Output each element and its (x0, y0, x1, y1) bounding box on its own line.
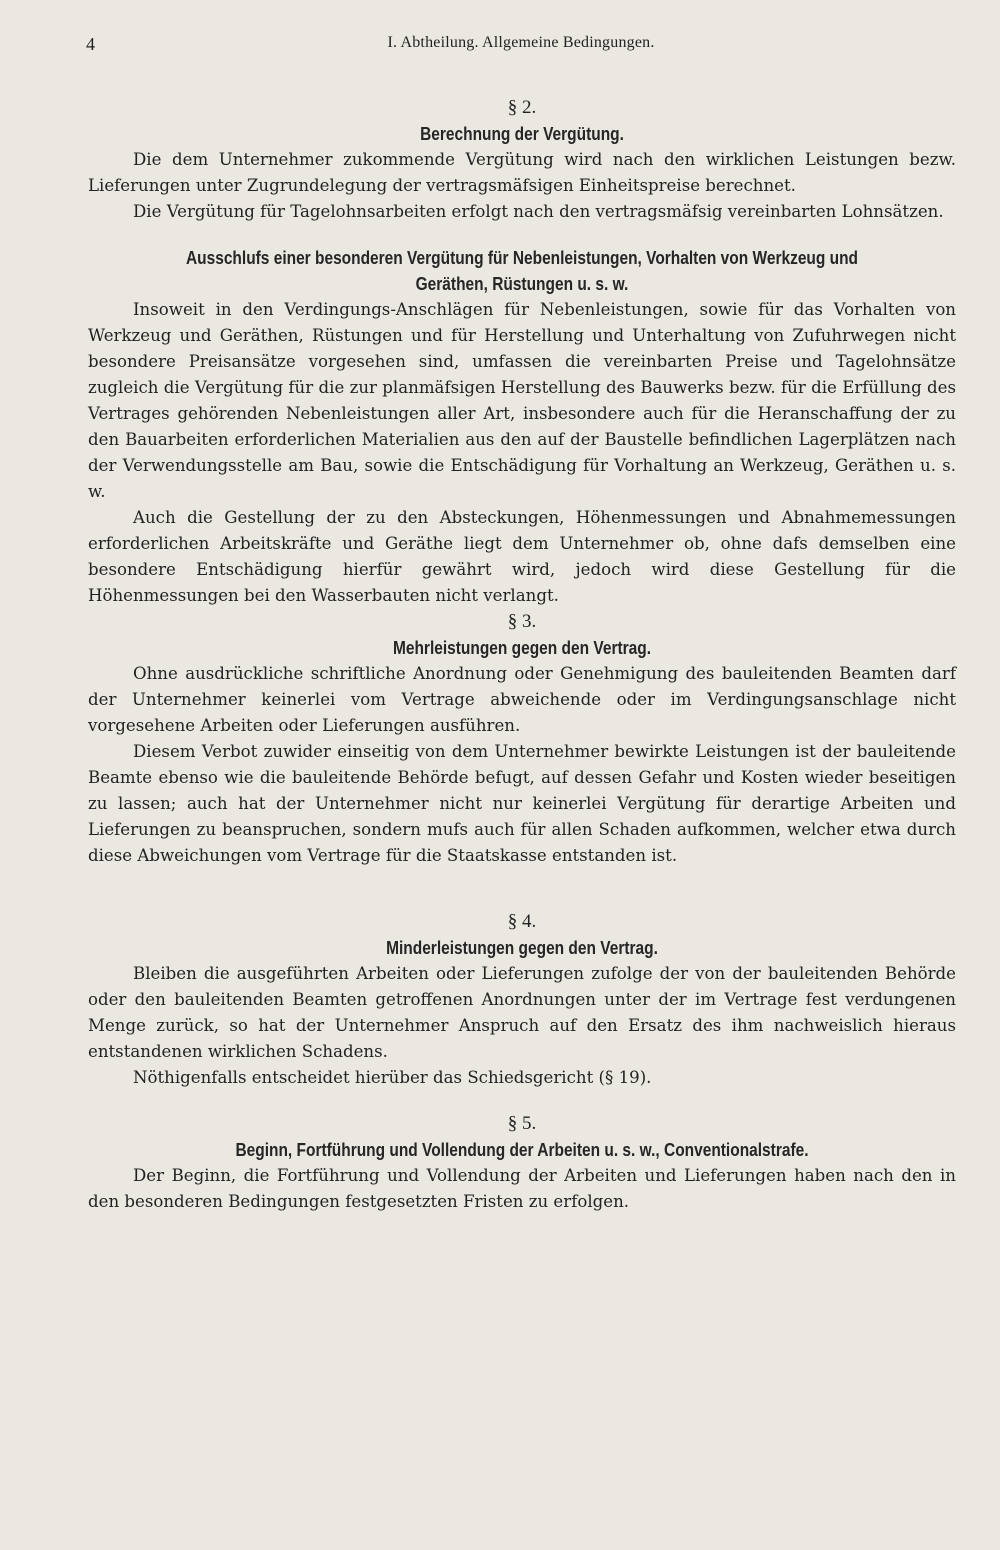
section-4-paragraph-1: Bleiben die ausgeführten Arbeiten oder Lieferungen zufolge der von der bauleitenden Behörde oder den bauleitenden Beamten getroffenen Anordnungen unter der im Vertrage fest verdungenen Menge zurück, so hat der Unternehmer Anspruch auf den Ersatz des ihm nachweislich hieraus entstandenen wirklichen Schadens. (88, 964, 956, 1061)
page-body (88, 95, 956, 1215)
section-2-mark: § 2. (507, 97, 537, 118)
section-3-title: Mehrleistungen gegen den Vertrag. (392, 638, 652, 658)
section-3-mark: § 3. (507, 611, 537, 632)
spacer (88, 869, 956, 909)
page-header (86, 34, 956, 60)
spacer (88, 1091, 956, 1111)
running-head: I. Abtheilung. Allgemeine Bedingungen. (387, 34, 655, 51)
subsection-exclusion-title: Ausschlufs einer besonderen Vergütung für Nebenleistungen, Vorhalten von Werkzeug und Geräthen, Rüstungen u. s. w. (185, 248, 859, 294)
section-2-paragraph-2: Die Vergütung für Tagelohnsarbeiten erfolgt nach den vertragsmäfsig vereinbarten Lohnsätzen. (133, 202, 944, 221)
section-5-title: Beginn, Fortführung und Vollendung der Arbeiten u. s. w., Conventionalstrafe. (235, 1140, 809, 1160)
section-3-paragraph-1: Ohne ausdrückliche schriftliche Anordnung oder Genehmigung des bauleitenden Beamten darf der Unternehmer keinerlei vom Vertrage abweichende oder im Verdingungsanschlage nicht vorgesehene Arbeiten oder Lieferungen ausführen. (88, 664, 956, 735)
section-5-paragraph-1: Der Beginn, die Fortführung und Vollendung der Arbeiten und Lieferungen haben nach den in den besonderen Bedingungen festgesetzten Fristen zu erfolgen. (88, 1166, 956, 1211)
section-3-paragraph-2: Diesem Verbot zuwider einseitig von dem Unternehmer bewirkte Leistungen ist der bauleitende Beamte ebenso wie die bauleitende Behörde befugt, auf dessen Gefahr und Kosten wieder beseitigen zu lassen; auch hat der Unternehmer nicht nur keinerlei Vergütung für derartige Arbeiten und Lieferungen zu beanspruchen, sondern mufs auch für allen Schaden aufkommen, welcher etwa durch diese Abweichungen vom Vertrage für die Staatskasse entstanden ist. (88, 742, 956, 865)
spacer (88, 225, 956, 245)
section-2-title: Berechnung der Vergütung. (420, 124, 624, 144)
section-4-paragraph-2: Nöthigenfalls entscheidet hierüber das Schiedsgericht (§ 19). (133, 1068, 652, 1087)
section-2-paragraph-1: Die dem Unternehmer zukommende Vergütung wird nach den wirklichen Leistungen bezw. Lieferungen unter Zugrundelegung der vertragsmäfsigen Einheitspreise berechnet. (88, 150, 956, 195)
subsection-exclusion-paragraph-2: Auch die Gestellung der zu den Absteckungen, Höhenmessungen und Abnahmemessungen erforderlichen Arbeitskräfte und Geräthe liegt dem Unternehmer ob, ohne dafs demselben eine besondere Entschädigung hierfür gewährt wird, jedoch wird diese Gestellung für die Höhenmessungen bei den Wasserbauten nicht verlangt. (88, 508, 956, 605)
subsection-exclusion-paragraph-1: Insoweit in den Verdingungs-Anschlägen für Nebenleistungen, sowie für das Vorhalten von Werkzeug und Geräthen, Rüstungen und für Herstellung und Unterhaltung von Zufuhrwegen nicht besondere Preisansätze vorgesehen sind, umfassen die vereinbarten Preise und Tagelohnsätze zugleich die Vergütung für die zur planmäfsigen Herstellung des Bauwerks bezw. für die Erfüllung des Vertrages gehörenden Nebenleistungen aller Art, insbesondere auch für die Heranschaffung der zu den Bauarbeiten erforderlichen Materialien aus den auf der Baustelle befindlichen Lagerplätzen nach der Verwendungsstelle am Bau, sowie die Entschädigung für Vorhaltung an Werkzeug, Geräthen u. s. w. (88, 300, 956, 501)
section-5-mark: § 5. (507, 1113, 537, 1134)
section-4-mark: § 4. (507, 911, 537, 932)
section-4-title: Minderleistungen gegen den Vertrag. (386, 938, 658, 958)
page-number: 4 (86, 34, 95, 54)
